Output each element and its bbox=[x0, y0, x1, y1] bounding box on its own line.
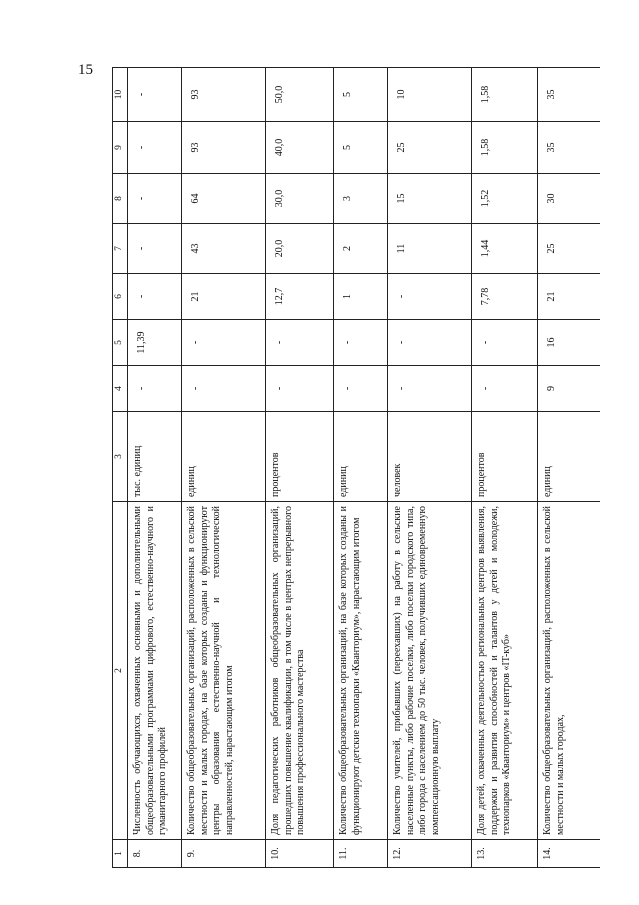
value-cell: 30,0 bbox=[266, 174, 334, 224]
page-number: 15 bbox=[78, 62, 93, 78]
header-cell: 3 bbox=[113, 412, 128, 502]
value-cell: - bbox=[334, 320, 388, 366]
unit-cell: тыс. единиц bbox=[128, 412, 182, 502]
header-cell: 8 bbox=[113, 174, 128, 224]
value-cell: 1,44 bbox=[472, 224, 538, 274]
value-cell: 25 bbox=[538, 224, 601, 274]
table-row bbox=[128, 68, 182, 868]
value-cell: 64 bbox=[182, 174, 266, 224]
value-cell: 3 bbox=[334, 174, 388, 224]
unit-cell: единиц bbox=[538, 412, 601, 502]
value-cell: 21 bbox=[182, 274, 266, 320]
value-cell: - bbox=[388, 320, 472, 366]
row-number: 13. bbox=[472, 840, 538, 868]
value-cell: 5 bbox=[334, 122, 388, 174]
header-cell: 9 bbox=[113, 122, 128, 174]
table-row bbox=[388, 68, 472, 868]
indicator-description: Доля детей, охваченных деятельностью региональных центров выявления, поддержки и развития способностей и талантов у детей и молодежи, технопарков «Кванториум» и центров «IT-куб» bbox=[472, 502, 538, 840]
table-row bbox=[538, 68, 601, 868]
indicator-description: Доля педагогических работников общеобразовательных организаций, прошедших повышение квалификации, в том числе в центрах непрерывного повышения профессионального мастерства bbox=[266, 502, 334, 840]
header-cell: 4 bbox=[113, 366, 128, 412]
value-cell: 9 bbox=[538, 366, 601, 412]
value-cell: 50,0 bbox=[266, 68, 334, 122]
value-cell: - bbox=[128, 224, 182, 274]
value-cell: 40,0 bbox=[266, 122, 334, 174]
value-cell: 43 bbox=[182, 224, 266, 274]
value-cell: - bbox=[182, 320, 266, 366]
value-cell: 93 bbox=[182, 68, 266, 122]
indicator-description: Количество учителей, прибывших (переехавших) на работу в сельские населенные пункты, либо рабочие поселки, либо поселки городского типа, либо города с населением до 50 тыс. человек, получивших единовременную компенсационную выплату bbox=[388, 502, 472, 840]
indicators-table bbox=[112, 67, 600, 868]
header-cell: 7 bbox=[113, 224, 128, 274]
value-cell: 1,58 bbox=[472, 68, 538, 122]
value-cell: 12,7 bbox=[266, 274, 334, 320]
indicator-description: Количество общеобразовательных организаций, на базе которых созданы и функционируют детские технопарки «Кванториум», нарастающим итогом bbox=[334, 502, 388, 840]
header-cell: 2 bbox=[113, 502, 128, 840]
value-cell: - bbox=[128, 274, 182, 320]
value-cell: 7,78 bbox=[472, 274, 538, 320]
value-cell: - bbox=[266, 366, 334, 412]
indicator-description: Количество общеобразовательных организаций, расположенных в сельской местности и малых городах, на базе которых созданы и функционируют центры образования естественно-научной и технологической направленностей, нарастающим итогом bbox=[182, 502, 266, 840]
row-number: 11. bbox=[334, 840, 388, 868]
unit-cell: человек bbox=[388, 412, 472, 502]
row-number: 12. bbox=[388, 840, 472, 868]
value-cell: 20,0 bbox=[266, 224, 334, 274]
value-cell: 35 bbox=[538, 122, 601, 174]
value-cell: - bbox=[388, 274, 472, 320]
table-row bbox=[266, 68, 334, 868]
unit-cell: единиц bbox=[182, 412, 266, 502]
header-cell: 5 bbox=[113, 320, 128, 366]
value-cell: 1,58 bbox=[472, 122, 538, 174]
value-cell: - bbox=[182, 366, 266, 412]
value-cell: 35 bbox=[538, 68, 601, 122]
rotated-table-container bbox=[112, 68, 600, 868]
value-cell: - bbox=[128, 366, 182, 412]
table-row bbox=[334, 68, 388, 868]
value-cell: - bbox=[128, 68, 182, 122]
value-cell: - bbox=[128, 174, 182, 224]
value-cell: - bbox=[128, 122, 182, 174]
row-number: 14. bbox=[538, 840, 601, 868]
value-cell: 10 bbox=[388, 68, 472, 122]
table-row bbox=[182, 68, 266, 868]
value-cell: 1,52 bbox=[472, 174, 538, 224]
value-cell: 5 bbox=[334, 68, 388, 122]
value-cell: 16 bbox=[538, 320, 601, 366]
value-cell: 15 bbox=[388, 174, 472, 224]
header-cell: 1 bbox=[113, 840, 128, 868]
value-cell: 93 bbox=[182, 122, 266, 174]
row-number: 10. bbox=[266, 840, 334, 868]
value-cell: 25 bbox=[388, 122, 472, 174]
table-row bbox=[472, 68, 538, 868]
indicator-description: Количество общеобразовательных организаций, расположенных в сельской местности и малых городах, bbox=[538, 502, 601, 840]
value-cell: - bbox=[266, 320, 334, 366]
value-cell: 2 bbox=[334, 224, 388, 274]
value-cell: 30 bbox=[538, 174, 601, 224]
value-cell: - bbox=[472, 320, 538, 366]
header-cell: 6 bbox=[113, 274, 128, 320]
row-number: 9. bbox=[182, 840, 266, 868]
header-row bbox=[113, 68, 128, 868]
row-number: 8. bbox=[128, 840, 182, 868]
value-cell: - bbox=[472, 366, 538, 412]
value-cell: - bbox=[388, 366, 472, 412]
value-cell: - bbox=[334, 366, 388, 412]
value-cell: 11,39 bbox=[128, 320, 182, 366]
unit-cell: процентов bbox=[472, 412, 538, 502]
value-cell: 1 bbox=[334, 274, 388, 320]
indicator-description: Численность обучающихся, охваченных основными и дополнительными общеобразовательными программами цифрового, естественно-научного и гуманитарного профилей bbox=[128, 502, 182, 840]
unit-cell: процентов bbox=[266, 412, 334, 502]
value-cell: 21 bbox=[538, 274, 601, 320]
header-cell: 10 bbox=[113, 68, 128, 122]
unit-cell: единиц bbox=[334, 412, 388, 502]
value-cell: 11 bbox=[388, 224, 472, 274]
